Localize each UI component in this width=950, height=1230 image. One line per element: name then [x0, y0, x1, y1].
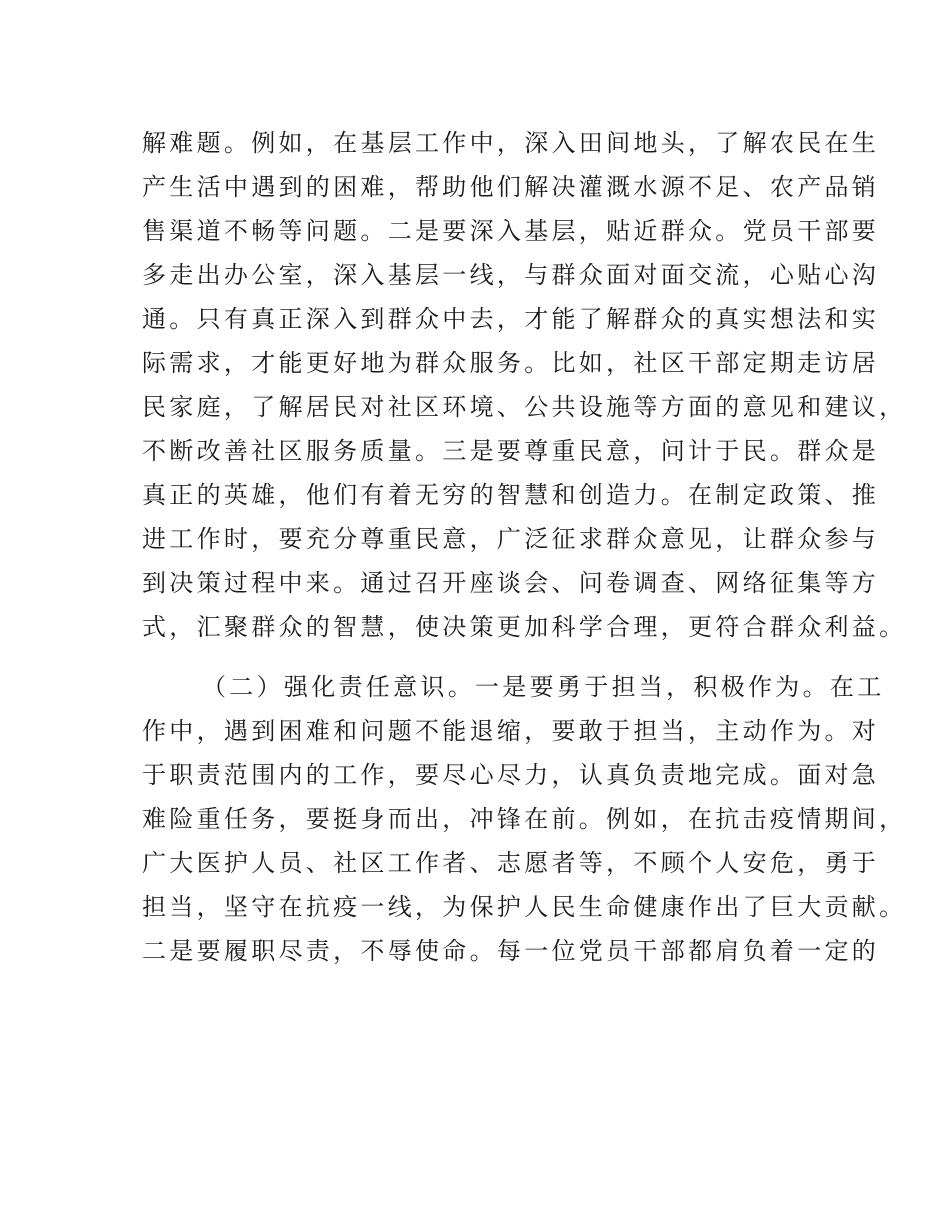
paragraph-line: 际需求，才能更好地为群众服务。比如，社区干部定期走访居 [142, 349, 880, 377]
paragraph-line: 到决策过程中来。通过召开座谈会、问卷调查、网络征集等方 [142, 569, 880, 597]
paragraph-line: 担当，坚守在抗疫一线，为保护人民生命健康作出了巨大贡献。 [142, 893, 907, 921]
paragraph-line: 难险重任务，要挺身而出，冲锋在前。例如，在抗击疫情期间， [142, 805, 907, 833]
paragraph-line: 通。只有真正深入到群众中去，才能了解群众的真实想法和实 [142, 305, 880, 333]
paragraph-line: 民家庭，了解居民对社区环境、公共设施等方面的意见和建议， [142, 393, 907, 421]
paragraph-line: 解难题。例如，在基层工作中，深入田间地头，了解农民在生 [142, 129, 880, 157]
paragraph-spacing [142, 649, 832, 665]
paragraph-line: 式，汇聚群众的智慧，使决策更加科学合理，更符合群众利益。 [142, 613, 907, 641]
paragraph-2 [142, 665, 907, 973]
paragraph-line: 二是要履职尽责，不辱使命。每一位党员干部都肩负着一定的 [142, 937, 880, 965]
document-body [142, 121, 907, 973]
paragraph-line: 于职责范围内的工作，要尽心尽力，认真负责地完成。面对急 [142, 761, 880, 789]
paragraph-line: 广大医护人员、社区工作者、志愿者等，不顾个人安危，勇于 [142, 849, 880, 877]
paragraph-line: 真正的英雄，他们有着无穷的智慧和创造力。在制定政策、推 [142, 481, 880, 509]
paragraph-line: 售渠道不畅等问题。二是要深入基层，贴近群众。党员干部要 [142, 217, 880, 245]
paragraph-line: 产生活中遇到的困难，帮助他们解决灌溉水源不足、农产品销 [142, 173, 880, 201]
paragraph-1 [142, 121, 907, 649]
paragraph-line: 作中，遇到困难和问题不能退缩，要敢于担当，主动作为。对 [142, 717, 880, 745]
paragraph-line: 不断改善社区服务质量。三是要尊重民意，问计于民。群众是 [142, 437, 880, 465]
paragraph-line: 进工作时，要充分尊重民意，广泛征求群众意见，让群众参与 [142, 525, 880, 553]
paragraph-heading-line: （二）强化责任意识。一是要勇于担当，积极作为。在工 [202, 673, 885, 701]
paragraph-line: 多走出办公室，深入基层一线，与群众面对面交流，心贴心沟 [142, 261, 880, 289]
